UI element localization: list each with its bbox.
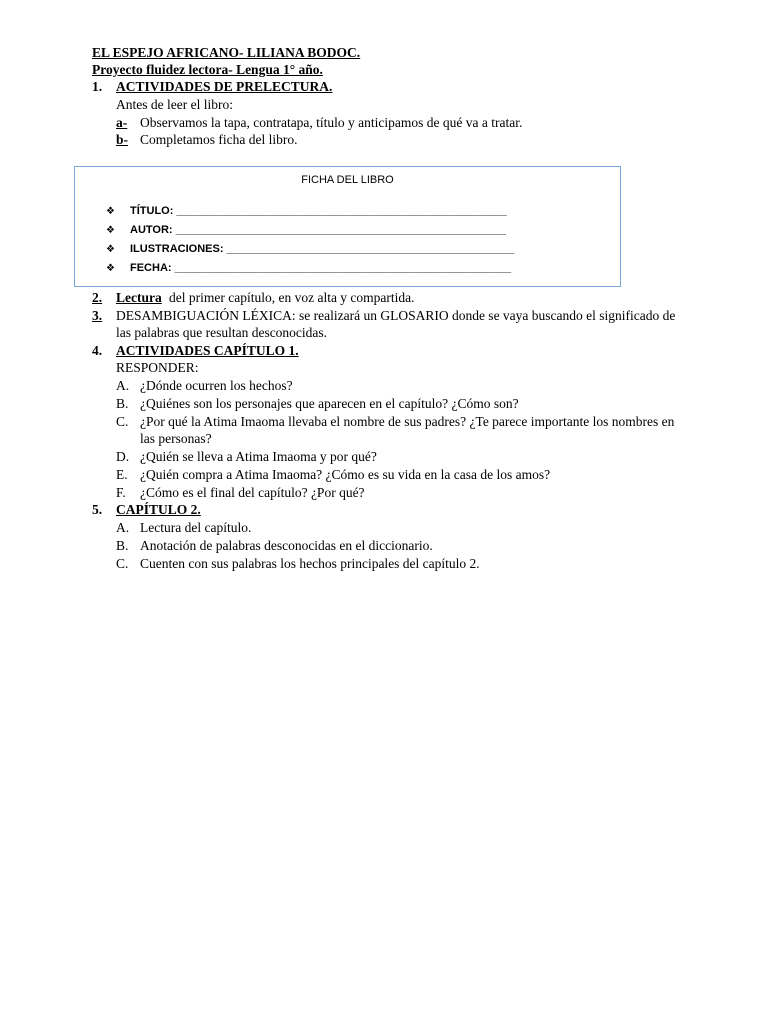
question-e-marker: E.: [116, 467, 128, 482]
question-d-marker: D.: [116, 449, 130, 464]
section-3-number: 3.: [92, 308, 103, 323]
question-c-text-line-2: las personas?: [140, 431, 212, 446]
ficha-field-label: ILUSTRACIONES: _______________________________________________: [130, 243, 515, 255]
ficha-field-fecha: [106, 261, 511, 276]
section-2-heading: Lectura: [116, 290, 162, 305]
ficha-field-label: TÍTULO: ______________________________________________________: [130, 205, 507, 217]
section-1-number: 1.: [92, 79, 103, 94]
section-4-intro: RESPONDER:: [116, 360, 199, 375]
question-a-text: ¿Dónde ocurren los hechos?: [140, 378, 293, 393]
task-a-marker: A.: [116, 520, 130, 535]
diamond-bullet-icon: ❖: [106, 244, 115, 255]
question-b-text: ¿Quiénes son los personajes que aparecen en el capítulo? ¿Cómo son?: [140, 396, 519, 411]
question-a-marker: A.: [116, 378, 130, 393]
task-a-text: Lectura del capítulo.: [140, 520, 252, 535]
item-a-marker: a-: [116, 115, 128, 130]
task-b-text: Anotación de palabras desconocidas en el diccionario.: [140, 538, 433, 553]
task-c-marker: C.: [116, 556, 129, 571]
question-b-marker: B.: [116, 396, 129, 411]
diamond-bullet-icon: ❖: [106, 206, 115, 217]
section-1-intro: Antes de leer el libro:: [116, 97, 233, 112]
question-f-text: ¿Cómo es el final del capítulo? ¿Por qué?: [140, 485, 365, 500]
ficha-field-ilustraciones: [106, 242, 514, 257]
section-1-heading: ACTIVIDADES DE PRELECTURA.: [116, 79, 333, 94]
section-5-heading: CAPÍTULO 2.: [116, 502, 201, 517]
question-f-marker: F.: [116, 485, 126, 500]
question-c-text-line-1: ¿Por qué la Atima Imaoma llevaba el nombre de sus padres? ¿Te parece importante los nombres en: [140, 414, 675, 429]
question-e-text: ¿Quién compra a Atima Imaoma? ¿Cómo es su vida en la casa de los amos?: [140, 467, 551, 482]
question-d-text: ¿Quién se lleva a Atima Imaoma y por qué?: [140, 449, 377, 464]
item-b-marker: b-: [116, 132, 129, 147]
section-4-heading: ACTIVIDADES CAPÍTULO 1.: [116, 343, 299, 358]
ficha-title: FICHA DEL LIBRO: [301, 174, 394, 186]
diamond-bullet-icon: ❖: [106, 225, 115, 236]
task-b-marker: B.: [116, 538, 129, 553]
section-4-number: 4.: [92, 343, 103, 358]
section-3-text-line-1: DESAMBIGUACIÓN LÉXICA: se realizará un GLOSARIO donde se vaya buscando el significado de: [116, 308, 676, 323]
document-subtitle: Proyecto fluidez lectora- Lengua 1° año.: [92, 62, 323, 77]
ficha-field-autor: [106, 223, 506, 238]
item-a-text: Observamos la tapa, contratapa, título y anticipamos de qué va a tratar.: [140, 115, 523, 130]
section-3-text-line-2: las palabras que resultan desconocidas.: [116, 325, 328, 340]
ficha-field-label: AUTOR: ______________________________________________________: [130, 224, 506, 236]
document-title: EL ESPEJO AFRICANO- LILIANA BODOC.: [92, 45, 361, 60]
section-5-number: 5.: [92, 502, 103, 517]
ficha-field-label: FECHA: _______________________________________________________: [130, 262, 512, 274]
task-c-text: Cuenten con sus palabras los hechos principales del capítulo 2.: [140, 556, 480, 571]
ficha-del-libro-box: [74, 166, 621, 287]
section-2-number: 2.: [92, 290, 103, 305]
ficha-field-titulo: [106, 204, 507, 219]
question-c-marker: C.: [116, 414, 129, 429]
item-b-text: Completamos ficha del libro.: [140, 132, 298, 147]
diamond-bullet-icon: ❖: [106, 263, 115, 274]
section-2-text: del primer capítulo, en voz alta y compartida.: [169, 290, 415, 305]
